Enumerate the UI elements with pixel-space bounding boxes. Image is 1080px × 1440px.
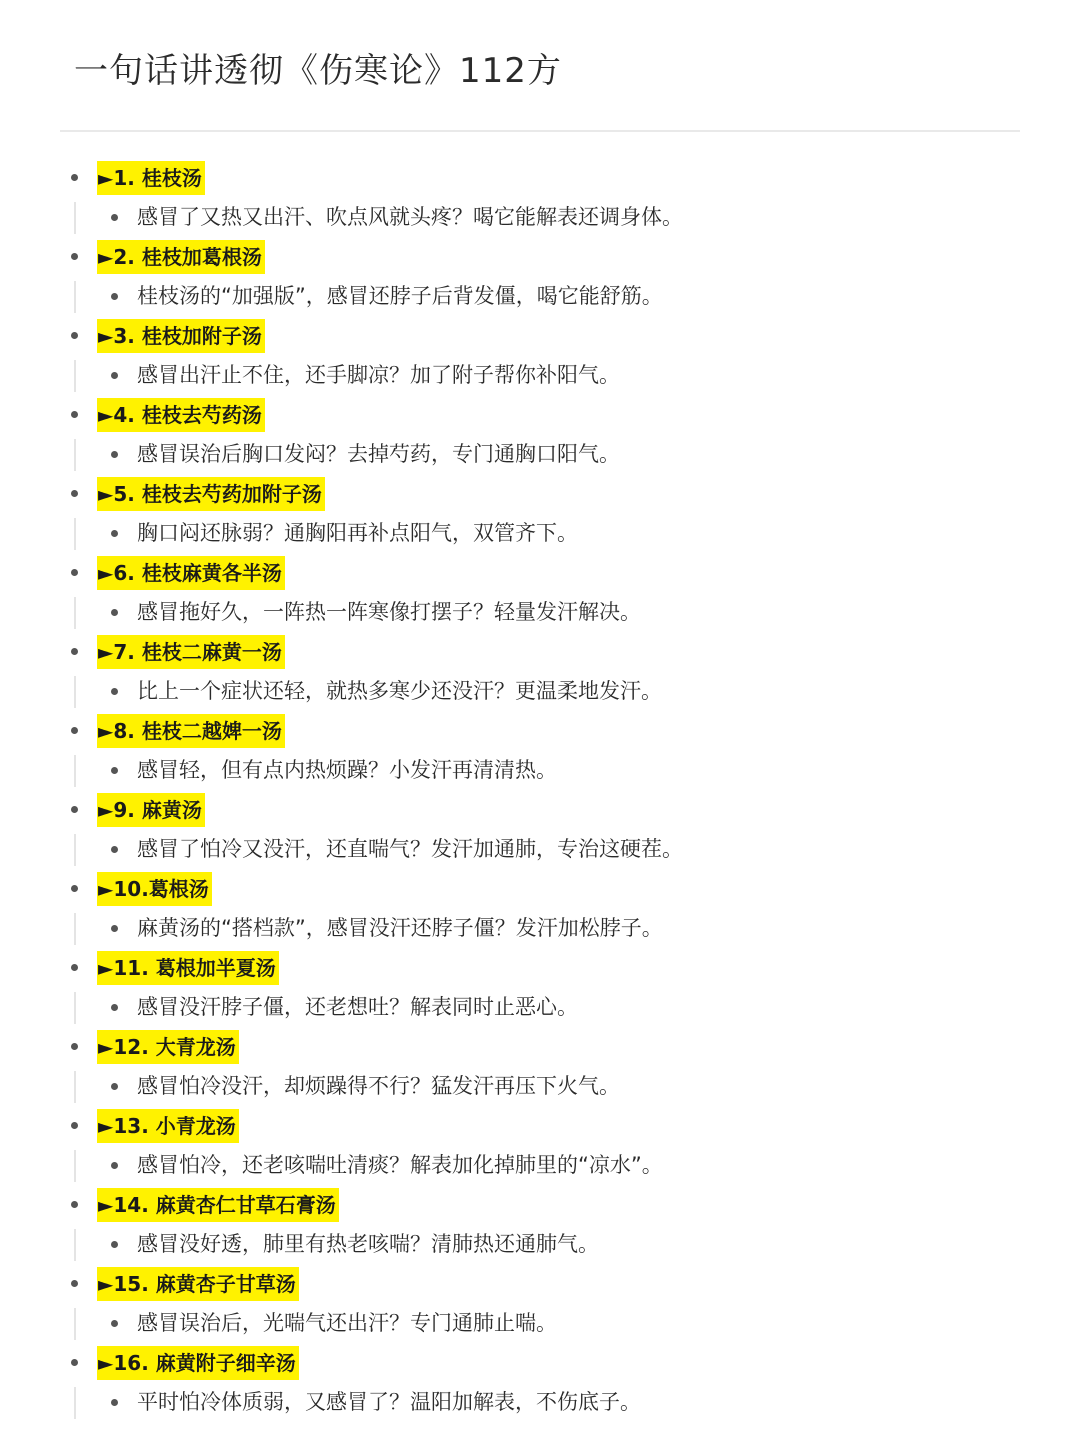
formula-description: 感冒轻，但有点内热烦躁？小发汗再清清热。 — [137, 758, 557, 782]
formula-description: 麻黄汤的“搭档款”，感冒没汗还脖子僵？发汗加松脖子。 — [137, 916, 663, 940]
formula-description: 感冒拖好久，一阵热一阵寒像打摆子？轻量发汗解决。 — [137, 600, 641, 624]
formula-list — [0, 160, 1080, 1424]
formula-description: 感冒误治后胸口发闷？去掉芍药，专门通胸口阳气。 — [137, 442, 620, 466]
formula-item — [0, 1187, 1080, 1266]
thread-line — [74, 913, 76, 945]
formula-item — [0, 397, 1080, 476]
formula-name: ►5. 桂枝去芍药加附子汤 — [97, 477, 325, 511]
thread-line — [74, 281, 76, 313]
formula-description: 感冒怕冷没汗，却烦躁得不行？猛发汗再压下火气。 — [137, 1074, 620, 1098]
bullet-icon — [71, 253, 78, 260]
bullet-icon — [111, 451, 118, 458]
bullet-icon — [71, 1201, 78, 1208]
bullet-icon — [71, 569, 78, 576]
formula-name: ►6. 桂枝麻黄各半汤 — [97, 556, 285, 590]
formula-item — [0, 160, 1080, 239]
formula-item — [0, 318, 1080, 397]
formula-item — [0, 476, 1080, 555]
bullet-icon — [71, 411, 78, 418]
formula-name: ►13. 小青龙汤 — [97, 1109, 239, 1143]
formula-description: 感冒误治后，光喘气还出汗？专门通肺止喘。 — [137, 1311, 557, 1335]
thread-line — [74, 518, 76, 550]
bullet-icon — [111, 1004, 118, 1011]
thread-line — [74, 676, 76, 708]
bullet-icon — [111, 293, 118, 300]
formula-description: 感冒怕冷，还老咳喘吐清痰？解表加化掉肺里的“凉水”。 — [137, 1153, 663, 1177]
formula-description: 平时怕冷体质弱，又感冒了？温阳加解表，不伤底子。 — [137, 1390, 641, 1414]
formula-item — [0, 1345, 1080, 1424]
bullet-icon — [111, 530, 118, 537]
thread-line — [74, 1229, 76, 1261]
bullet-icon — [111, 1241, 118, 1248]
formula-item — [0, 634, 1080, 713]
bullet-icon — [111, 846, 118, 853]
bullet-icon — [111, 372, 118, 379]
bullet-icon — [111, 688, 118, 695]
bullet-icon — [71, 648, 78, 655]
bullet-icon — [71, 885, 78, 892]
formula-description: 感冒没汗脖子僵，还老想吐？解表同时止恶心。 — [137, 995, 578, 1019]
formula-name: ►9. 麻黄汤 — [97, 793, 205, 827]
bullet-icon — [71, 332, 78, 339]
thread-line — [74, 1308, 76, 1340]
formula-name: ►15. 麻黄杏子甘草汤 — [97, 1267, 299, 1301]
thread-line — [74, 597, 76, 629]
formula-name: ►11. 葛根加半夏汤 — [97, 951, 279, 985]
bullet-icon — [71, 1122, 78, 1129]
bullet-icon — [71, 174, 78, 181]
formula-item — [0, 713, 1080, 792]
bullet-icon — [71, 806, 78, 813]
bullet-icon — [111, 1320, 118, 1327]
formula-name: ►8. 桂枝二越婢一汤 — [97, 714, 285, 748]
bullet-icon — [111, 1083, 118, 1090]
page-title: 一句话讲透彻《伤寒论》112方 — [74, 51, 562, 91]
thread-line — [74, 202, 76, 234]
bullet-icon — [111, 214, 118, 221]
formula-description: 桂枝汤的“加强版”，感冒还脖子后背发僵，喝它能舒筋。 — [137, 284, 663, 308]
formula-name: ►4. 桂枝去芍药汤 — [97, 398, 265, 432]
formula-description: 比上一个症状还轻，就热多寒少还没汗？更温柔地发汗。 — [137, 679, 662, 703]
thread-line — [74, 360, 76, 392]
bullet-icon — [71, 964, 78, 971]
formula-description: 感冒了怕冷又没汗，还直喘气？发汗加通肺，专治这硬茬。 — [137, 837, 683, 861]
formula-name: ►10.葛根汤 — [97, 872, 212, 906]
title-divider — [60, 130, 1020, 132]
bullet-icon — [71, 1280, 78, 1287]
formula-name: ►12. 大青龙汤 — [97, 1030, 239, 1064]
formula-item — [0, 1108, 1080, 1187]
thread-line — [74, 834, 76, 866]
thread-line — [74, 1387, 76, 1419]
formula-name: ►16. 麻黄附子细辛汤 — [97, 1346, 299, 1380]
formula-name: ►7. 桂枝二麻黄一汤 — [97, 635, 285, 669]
formula-item — [0, 950, 1080, 1029]
thread-line — [74, 755, 76, 787]
formula-name: ►3. 桂枝加附子汤 — [97, 319, 265, 353]
bullet-icon — [71, 490, 78, 497]
bullet-icon — [111, 609, 118, 616]
thread-line — [74, 992, 76, 1024]
formula-description: 感冒没好透，肺里有热老咳喘？清肺热还通肺气。 — [137, 1232, 599, 1256]
formula-name: ►14. 麻黄杏仁甘草石膏汤 — [97, 1188, 339, 1222]
formula-description: 胸口闷还脉弱？通胸阳再补点阳气，双管齐下。 — [137, 521, 578, 545]
thread-line — [74, 439, 76, 471]
bullet-icon — [111, 925, 118, 932]
formula-item — [0, 792, 1080, 871]
bullet-icon — [111, 1162, 118, 1169]
thread-line — [74, 1150, 76, 1182]
formula-item — [0, 239, 1080, 318]
formula-description: 感冒出汗止不住，还手脚凉？加了附子帮你补阳气。 — [137, 363, 620, 387]
formula-item — [0, 871, 1080, 950]
formula-item — [0, 1266, 1080, 1345]
bullet-icon — [71, 1043, 78, 1050]
bullet-icon — [71, 727, 78, 734]
thread-line — [74, 1071, 76, 1103]
formula-item — [0, 555, 1080, 634]
formula-description: 感冒了又热又出汗、吹点风就头疼？喝它能解表还调身体。 — [137, 205, 683, 229]
formula-name: ►2. 桂枝加葛根汤 — [97, 240, 265, 274]
bullet-icon — [111, 1399, 118, 1406]
formula-item — [0, 1029, 1080, 1108]
bullet-icon — [111, 767, 118, 774]
bullet-icon — [71, 1359, 78, 1366]
formula-name: ►1. 桂枝汤 — [97, 161, 205, 195]
